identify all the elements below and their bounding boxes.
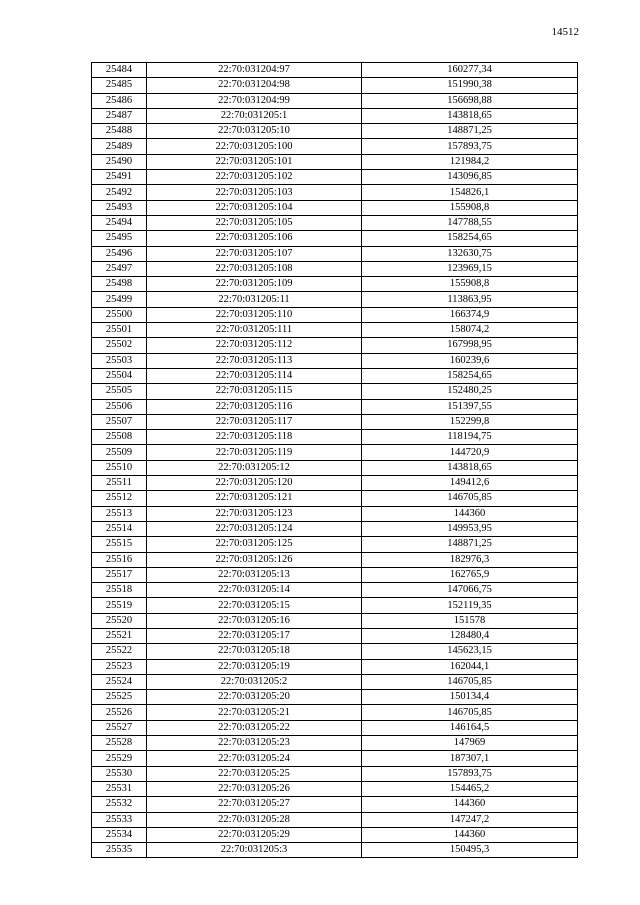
- row-number-cell: 25506: [92, 399, 147, 414]
- row-number-cell: 25530: [92, 766, 147, 781]
- table-row: [92, 843, 578, 858]
- value-cell: 143818,65: [362, 108, 578, 123]
- value-cell: 154826,1: [362, 185, 578, 200]
- cadastral-number-cell: 22:70:031205:109: [147, 277, 362, 292]
- cadastral-number-cell: 22:70:031205:19: [147, 659, 362, 674]
- table-row: [92, 430, 578, 445]
- value-cell: 156698,88: [362, 93, 578, 108]
- table-row: [92, 751, 578, 766]
- row-number-cell: 25490: [92, 154, 147, 169]
- value-cell: 160239,6: [362, 353, 578, 368]
- row-number-cell: 25485: [92, 78, 147, 93]
- cadastral-number-cell: 22:70:031205:13: [147, 567, 362, 582]
- row-number-cell: 25489: [92, 139, 147, 154]
- row-number-cell: 25503: [92, 353, 147, 368]
- value-cell: 143096,85: [362, 170, 578, 185]
- value-cell: 148871,25: [362, 124, 578, 139]
- row-number-cell: 25532: [92, 797, 147, 812]
- table-row: [92, 78, 578, 93]
- table-row: [92, 644, 578, 659]
- value-cell: 150134,4: [362, 690, 578, 705]
- table-row: [92, 338, 578, 353]
- page-number: 14512: [551, 26, 579, 38]
- cadastral-number-cell: 22:70:031205:107: [147, 246, 362, 261]
- value-cell: 158254,65: [362, 231, 578, 246]
- cadastral-number-cell: 22:70:031205:11: [147, 292, 362, 307]
- row-number-cell: 25494: [92, 215, 147, 230]
- cadastral-number-cell: 22:70:031205:123: [147, 506, 362, 521]
- row-number-cell: 25521: [92, 628, 147, 643]
- cadastral-number-cell: 22:70:031205:126: [147, 552, 362, 567]
- table-row: [92, 720, 578, 735]
- table-row: [92, 460, 578, 475]
- value-cell: 157893,75: [362, 139, 578, 154]
- table-row: [92, 766, 578, 781]
- table-row: [92, 736, 578, 751]
- row-number-cell: 25499: [92, 292, 147, 307]
- value-cell: 144360: [362, 506, 578, 521]
- table-row: [92, 659, 578, 674]
- table-row: [92, 200, 578, 215]
- table-row: [92, 521, 578, 536]
- value-cell: 162765,9: [362, 567, 578, 582]
- registry-table: [91, 62, 578, 858]
- value-cell: 167998,95: [362, 338, 578, 353]
- cadastral-number-cell: 22:70:031204:99: [147, 93, 362, 108]
- value-cell: 146705,85: [362, 674, 578, 689]
- row-number-cell: 25498: [92, 277, 147, 292]
- row-number-cell: 25517: [92, 567, 147, 582]
- row-number-cell: 25507: [92, 414, 147, 429]
- table-row: [92, 93, 578, 108]
- cadastral-number-cell: 22:70:031205:28: [147, 812, 362, 827]
- value-cell: 149953,95: [362, 521, 578, 536]
- cadastral-number-cell: 22:70:031205:16: [147, 613, 362, 628]
- row-number-cell: 25527: [92, 720, 147, 735]
- row-number-cell: 25492: [92, 185, 147, 200]
- row-number-cell: 25534: [92, 827, 147, 842]
- value-cell: 157893,75: [362, 766, 578, 781]
- table-row: [92, 583, 578, 598]
- table-row: [92, 139, 578, 154]
- table-row: [92, 323, 578, 338]
- cadastral-number-cell: 22:70:031205:23: [147, 736, 362, 751]
- row-number-cell: 25529: [92, 751, 147, 766]
- table-row: [92, 781, 578, 796]
- table-row: [92, 445, 578, 460]
- table-row: [92, 476, 578, 491]
- cadastral-number-cell: 22:70:031205:26: [147, 781, 362, 796]
- row-number-cell: 25511: [92, 476, 147, 491]
- cadastral-number-cell: 22:70:031205:105: [147, 215, 362, 230]
- row-number-cell: 25486: [92, 93, 147, 108]
- row-number-cell: 25513: [92, 506, 147, 521]
- cadastral-number-cell: 22:70:031205:102: [147, 170, 362, 185]
- value-cell: 160277,34: [362, 63, 578, 78]
- value-cell: 121984,2: [362, 154, 578, 169]
- row-number-cell: 25497: [92, 261, 147, 276]
- cadastral-number-cell: 22:70:031205:3: [147, 843, 362, 858]
- value-cell: 151990,38: [362, 78, 578, 93]
- cadastral-number-cell: 22:70:031205:111: [147, 323, 362, 338]
- cadastral-number-cell: 22:70:031205:24: [147, 751, 362, 766]
- table-row: [92, 246, 578, 261]
- cadastral-number-cell: 22:70:031205:115: [147, 384, 362, 399]
- row-number-cell: 25484: [92, 63, 147, 78]
- table-row: [92, 491, 578, 506]
- cadastral-number-cell: 22:70:031205:25: [147, 766, 362, 781]
- row-number-cell: 25518: [92, 583, 147, 598]
- value-cell: 147247,2: [362, 812, 578, 827]
- table-row: [92, 598, 578, 613]
- cadastral-number-cell: 22:70:031205:117: [147, 414, 362, 429]
- cadastral-number-cell: 22:70:031205:108: [147, 261, 362, 276]
- cadastral-number-cell: 22:70:031205:118: [147, 430, 362, 445]
- table-row: [92, 353, 578, 368]
- table-row: [92, 567, 578, 582]
- table-row: [92, 537, 578, 552]
- value-cell: 145623,15: [362, 644, 578, 659]
- row-number-cell: 25491: [92, 170, 147, 185]
- value-cell: 144360: [362, 827, 578, 842]
- table-row: [92, 277, 578, 292]
- cadastral-number-cell: 22:70:031205:29: [147, 827, 362, 842]
- row-number-cell: 25531: [92, 781, 147, 796]
- value-cell: 152299,8: [362, 414, 578, 429]
- row-number-cell: 25500: [92, 307, 147, 322]
- row-number-cell: 25516: [92, 552, 147, 567]
- cadastral-number-cell: 22:70:031205:14: [147, 583, 362, 598]
- row-number-cell: 25502: [92, 338, 147, 353]
- cadastral-number-cell: 22:70:031205:119: [147, 445, 362, 460]
- value-cell: 149412,6: [362, 476, 578, 491]
- value-cell: 147066,75: [362, 583, 578, 598]
- row-number-cell: 25533: [92, 812, 147, 827]
- row-number-cell: 25487: [92, 108, 147, 123]
- cadastral-number-cell: 22:70:031205:116: [147, 399, 362, 414]
- table-row: [92, 261, 578, 276]
- table-row: [92, 307, 578, 322]
- value-cell: 151578: [362, 613, 578, 628]
- table-row: [92, 368, 578, 383]
- value-cell: 132630,75: [362, 246, 578, 261]
- table-row: [92, 399, 578, 414]
- value-cell: 166374,9: [362, 307, 578, 322]
- value-cell: 146705,85: [362, 491, 578, 506]
- table-row: [92, 797, 578, 812]
- value-cell: 128480,4: [362, 628, 578, 643]
- table-row: [92, 384, 578, 399]
- value-cell: 143818,65: [362, 460, 578, 475]
- cadastral-number-cell: 22:70:031205:120: [147, 476, 362, 491]
- cadastral-number-cell: 22:70:031205:10: [147, 124, 362, 139]
- cadastral-number-cell: 22:70:031204:97: [147, 63, 362, 78]
- cadastral-number-cell: 22:70:031205:18: [147, 644, 362, 659]
- value-cell: 158254,65: [362, 368, 578, 383]
- value-cell: 182976,3: [362, 552, 578, 567]
- table-row: [92, 124, 578, 139]
- row-number-cell: 25514: [92, 521, 147, 536]
- cadastral-number-cell: 22:70:031205:27: [147, 797, 362, 812]
- cadastral-number-cell: 22:70:031205:20: [147, 690, 362, 705]
- cadastral-number-cell: 22:70:031205:17: [147, 628, 362, 643]
- table-row: [92, 170, 578, 185]
- value-cell: 147788,55: [362, 215, 578, 230]
- table-row: [92, 506, 578, 521]
- value-cell: 113863,95: [362, 292, 578, 307]
- row-number-cell: 25522: [92, 644, 147, 659]
- cadastral-number-cell: 22:70:031205:125: [147, 537, 362, 552]
- row-number-cell: 25509: [92, 445, 147, 460]
- table-row: [92, 154, 578, 169]
- row-number-cell: 25526: [92, 705, 147, 720]
- row-number-cell: 25524: [92, 674, 147, 689]
- row-number-cell: 25495: [92, 231, 147, 246]
- cadastral-number-cell: 22:70:031205:121: [147, 491, 362, 506]
- value-cell: 148871,25: [362, 537, 578, 552]
- row-number-cell: 25501: [92, 323, 147, 338]
- row-number-cell: 25520: [92, 613, 147, 628]
- row-number-cell: 25496: [92, 246, 147, 261]
- value-cell: 155908,8: [362, 200, 578, 215]
- row-number-cell: 25505: [92, 384, 147, 399]
- value-cell: 123969,15: [362, 261, 578, 276]
- value-cell: 146164,5: [362, 720, 578, 735]
- row-number-cell: 25510: [92, 460, 147, 475]
- row-number-cell: 25508: [92, 430, 147, 445]
- table-row: [92, 812, 578, 827]
- cadastral-number-cell: 22:70:031205:2: [147, 674, 362, 689]
- value-cell: 151397,55: [362, 399, 578, 414]
- row-number-cell: 25515: [92, 537, 147, 552]
- cadastral-number-cell: 22:70:031205:15: [147, 598, 362, 613]
- cadastral-number-cell: 22:70:031205:22: [147, 720, 362, 735]
- table-row: [92, 613, 578, 628]
- row-number-cell: 25493: [92, 200, 147, 215]
- table-row: [92, 690, 578, 705]
- table-row: [92, 552, 578, 567]
- table-row: [92, 414, 578, 429]
- row-number-cell: 25528: [92, 736, 147, 751]
- value-cell: 150495,3: [362, 843, 578, 858]
- value-cell: 152119,35: [362, 598, 578, 613]
- cadastral-number-cell: 22:70:031205:103: [147, 185, 362, 200]
- table-row: [92, 63, 578, 78]
- cadastral-number-cell: 22:70:031205:114: [147, 368, 362, 383]
- table-row: [92, 215, 578, 230]
- value-cell: 158074,2: [362, 323, 578, 338]
- cadastral-number-cell: 22:70:031205:1: [147, 108, 362, 123]
- row-number-cell: 25525: [92, 690, 147, 705]
- value-cell: 187307,1: [362, 751, 578, 766]
- row-number-cell: 25504: [92, 368, 147, 383]
- table-row: [92, 231, 578, 246]
- value-cell: 144360: [362, 797, 578, 812]
- table-row: [92, 827, 578, 842]
- value-cell: 162044,1: [362, 659, 578, 674]
- cadastral-number-cell: 22:70:031205:12: [147, 460, 362, 475]
- cadastral-number-cell: 22:70:031205:104: [147, 200, 362, 215]
- cadastral-number-cell: 22:70:031205:21: [147, 705, 362, 720]
- cadastral-number-cell: 22:70:031205:110: [147, 307, 362, 322]
- cadastral-number-cell: 22:70:031205:112: [147, 338, 362, 353]
- registry-table-body: [92, 63, 578, 858]
- row-number-cell: 25535: [92, 843, 147, 858]
- cadastral-number-cell: 22:70:031205:113: [147, 353, 362, 368]
- value-cell: 146705,85: [362, 705, 578, 720]
- cadastral-number-cell: 22:70:031205:100: [147, 139, 362, 154]
- row-number-cell: 25523: [92, 659, 147, 674]
- value-cell: 152480,25: [362, 384, 578, 399]
- value-cell: 118194,75: [362, 430, 578, 445]
- row-number-cell: 25488: [92, 124, 147, 139]
- value-cell: 154465,2: [362, 781, 578, 796]
- value-cell: 155908,8: [362, 277, 578, 292]
- value-cell: 144720,9: [362, 445, 578, 460]
- table-row: [92, 108, 578, 123]
- table-row: [92, 185, 578, 200]
- row-number-cell: 25512: [92, 491, 147, 506]
- cadastral-number-cell: 22:70:031205:101: [147, 154, 362, 169]
- row-number-cell: 25519: [92, 598, 147, 613]
- cadastral-number-cell: 22:70:031205:124: [147, 521, 362, 536]
- cadastral-number-cell: 22:70:031204:98: [147, 78, 362, 93]
- value-cell: 147969: [362, 736, 578, 751]
- table-row: [92, 705, 578, 720]
- table-row: [92, 674, 578, 689]
- cadastral-number-cell: 22:70:031205:106: [147, 231, 362, 246]
- table-row: [92, 292, 578, 307]
- table-row: [92, 628, 578, 643]
